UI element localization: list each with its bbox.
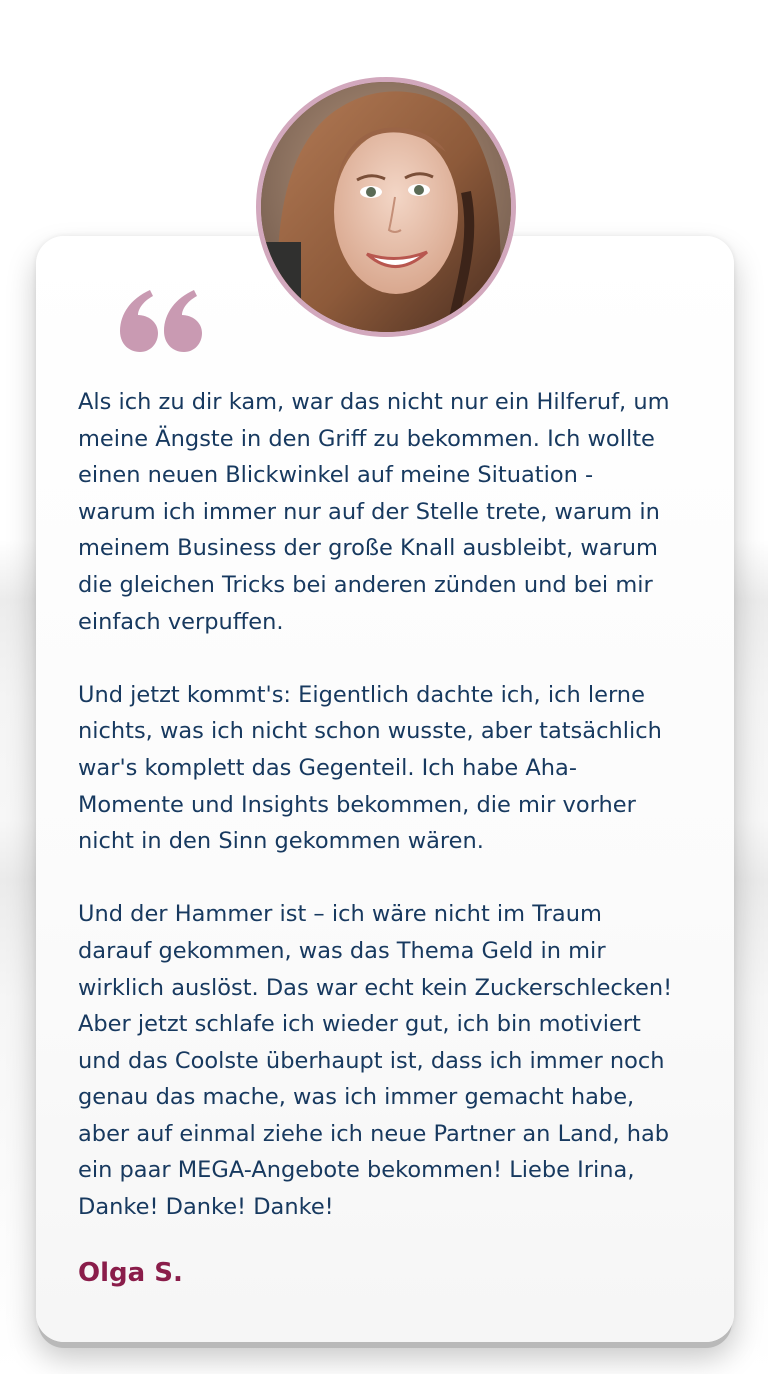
author-name: Olga S. xyxy=(78,1258,183,1288)
testimonial-paragraph: Als ich zu dir kam, war das nicht nur ein Hilferuf, um meine Ängste in den Griff zu bekommen. Ich wollte einen neuen Blickwinkel auf meine Situation - warum ich immer nur auf der Stelle trete, warum in meinem Business der große Knall ausbleibt, warum die gleichen Tricks bei anderen zünden und bei mir einfach verpuffen. xyxy=(78,389,670,635)
testimonial-text xyxy=(78,384,708,1226)
testimonial-paragraph: Und jetzt kommt's: Eigentlich dachte ich, ich lerne nichts, was ich nicht schon wusste, aber tatsächlich war's komplett das Gegenteil. Ich habe Aha- Momente und Insights bekommen, die mir vorher nicht in den Sinn gekommen wären. xyxy=(78,681,662,855)
testimonial-paragraph: Und der Hammer ist – ich wäre nicht im Traum darauf gekommen, was das Thema Geld in mir wirklich auslöst. Das war echt kein Zuckerschlecken! Aber jetzt schlafe ich wieder gut, ich bin motiviert und das Coolste überhaupt ist, dass ich immer noch genau das mache, was ich immer gemacht habe, aber auf einmal ziehe ich neue Partner an Land, hab ein paar MEGA-Angebote bekommen! Liebe Irina, Danke! Danke! Danke! xyxy=(78,901,673,1221)
avatar xyxy=(256,77,516,337)
portrait-photo xyxy=(261,82,511,332)
quote-mark-icon xyxy=(120,288,204,352)
